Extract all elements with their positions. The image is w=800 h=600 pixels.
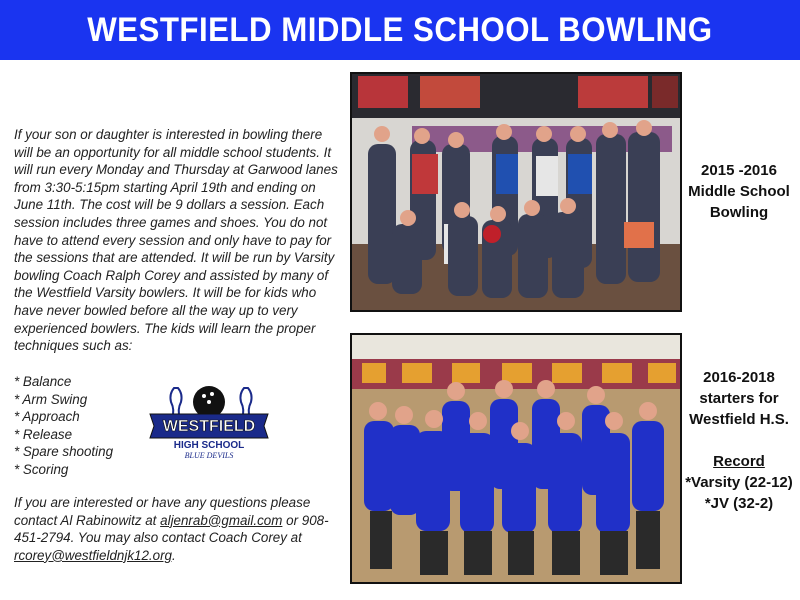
contact-text: If you are interested or have any questions please contact Al Rabinowitz at (14, 495, 311, 528)
photo1-caption (682, 160, 796, 223)
technique-item: * Release (14, 426, 73, 442)
westfield-logo (146, 380, 272, 460)
middle-school-team-photo (350, 72, 682, 312)
record-line-varsity: *Varsity (22-12) (685, 474, 793, 491)
record-heading: Record (713, 453, 765, 470)
logo-name: WESTFIELD (162, 418, 256, 435)
technique-item: * Balance (14, 374, 72, 389)
contact-text: . (171, 547, 176, 563)
contact-text: or 908-451-2794. You may also contact Coach Corey at (14, 512, 329, 546)
caption-line: Westfield H.S. (689, 411, 789, 428)
technique-item: * Scoring (14, 461, 69, 477)
email-link-rabinowitz[interactable]: aljenrab@gmail.com (160, 512, 283, 528)
caption-line: 2016-2018 (703, 369, 775, 386)
techniques-list (14, 373, 113, 479)
caption-line: Middle School (688, 183, 790, 200)
title-banner (0, 0, 800, 60)
page-title: WESTFIELD MIDDLE SCHOOL BOWLING (87, 10, 713, 49)
logo-school: HIGH SCHOOL (173, 440, 245, 451)
caption-line: 2015 -2016 (701, 162, 777, 179)
intro-paragraph: If your son or daughter is interested in bowling there will be an opportunity for all middle school students. It will run every Monday and Thursday at Garwood lanes from 3:30-5:15pm starting April 19th and ending on June 11th. The cost will be 9 dollars a session. Each session includes three games and shoes. You do not have to attend every session and only have to pay for the sessions that are attended. It will be run by Varsity bowling Coach Ralph Corey and assisted by many of the Westfield Varsity bowlers. It will be for kids who have never bowled before all the way up to very experienced bowlers. The kids will learn the proper techniques such as: (14, 127, 338, 354)
high-school-team-photo (350, 333, 682, 584)
record-line-jv: *JV (32-2) (704, 495, 774, 512)
photo2-caption (682, 367, 796, 514)
bowling-ball-icon (193, 386, 225, 418)
technique-item: * Approach (14, 409, 80, 425)
technique-item: * Spare shooting (14, 444, 114, 460)
technique-item: * Arm Swing (14, 391, 88, 407)
email-link-corey[interactable]: rcorey@westfieldnjk12.org (14, 547, 172, 563)
contact-paragraph (14, 494, 344, 564)
logo-mascot: BLUE DEVILS (184, 451, 234, 460)
caption-line: Bowling (709, 204, 769, 221)
caption-line: starters for (699, 390, 779, 407)
